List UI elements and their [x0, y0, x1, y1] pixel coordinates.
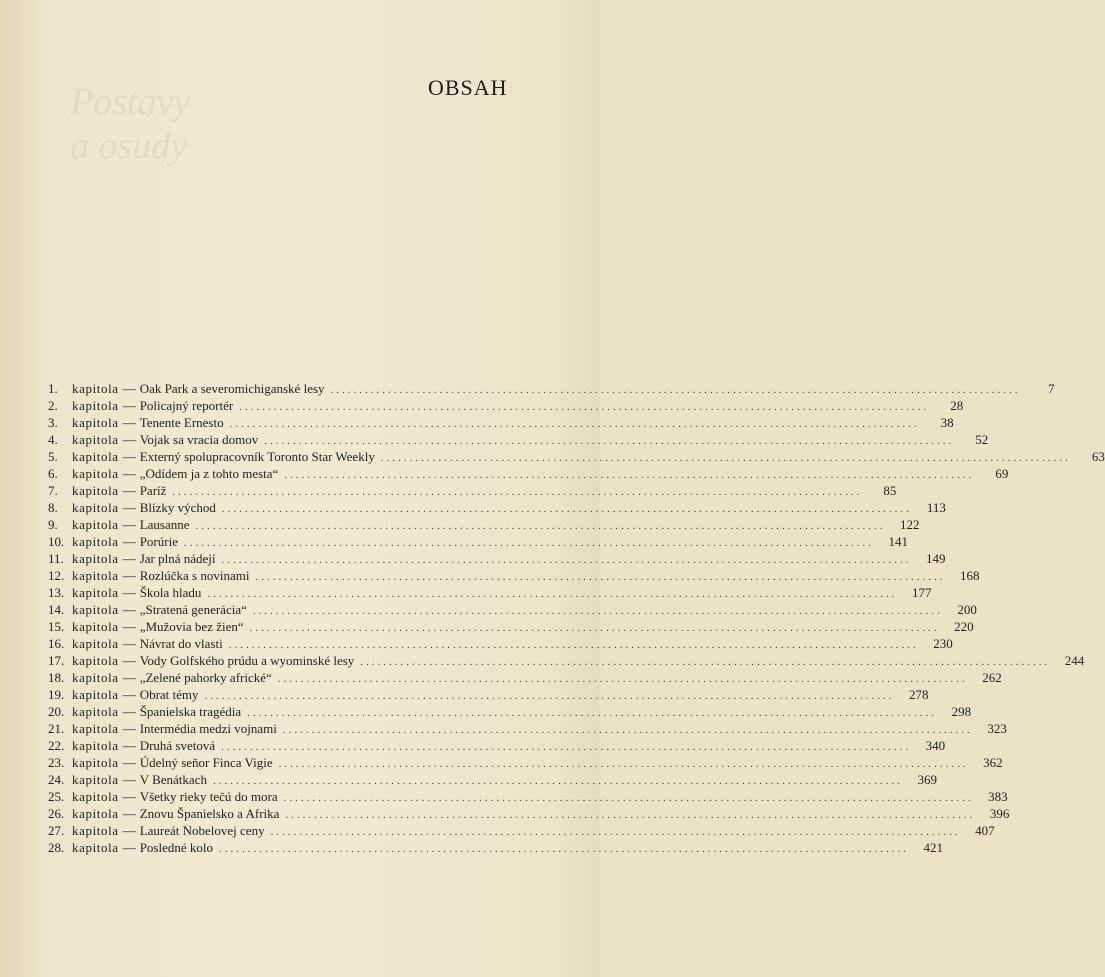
chapter-word: kapitola	[72, 687, 119, 702]
page-number: 38	[940, 415, 954, 430]
chapter-title: „Zelené pahorky africké“	[139, 670, 272, 685]
chapter-title: Lausanne	[139, 517, 190, 532]
toc-entry	[48, 601, 977, 618]
chapter-number: 4.	[48, 432, 58, 447]
chapter-title: „Stratená generácia“	[139, 602, 247, 617]
page-number: 52	[975, 432, 989, 447]
dot-leader: ........................................................................................................................	[195, 520, 886, 532]
dot-leader: ........................................................................................................................	[247, 707, 938, 719]
page-number: 262	[982, 670, 1002, 685]
dot-leader: ........................................................................................................................	[228, 639, 919, 651]
separator-dash: —	[122, 415, 136, 430]
separator-dash: —	[122, 687, 136, 702]
dot-leader: ........................................................................................................................	[239, 401, 930, 413]
chapter-word: kapitola	[72, 534, 119, 549]
chapter-number: 18.	[48, 670, 65, 685]
chapter-word: kapitola	[72, 568, 119, 583]
chapter-word: kapitola	[72, 840, 119, 855]
page-number: 340	[925, 738, 946, 753]
dot-leader: ........................................................................................................................	[264, 435, 955, 447]
dot-leader: ........................................................................................................................	[278, 758, 969, 770]
chapter-number: 10.	[48, 534, 65, 549]
page-number: 149	[926, 551, 946, 566]
chapter-word: kapitola	[72, 432, 119, 447]
chapter-number: 9.	[48, 517, 58, 532]
separator-dash: —	[122, 823, 136, 838]
chapter-title: Externý spolupracovník Toronto Star Weekly	[139, 449, 375, 464]
toc-entry	[48, 380, 1055, 397]
page-number: 396	[989, 806, 1010, 821]
page-number: 244	[1064, 653, 1085, 668]
chapter-number: 3.	[48, 415, 58, 430]
separator-dash: —	[122, 772, 136, 787]
page-number: 362	[983, 755, 1003, 770]
chapter-title: Intermédia medzi vojnami	[139, 721, 277, 736]
chapter-word: kapitola	[72, 653, 119, 668]
chapter-title: Oak Park a severomichiganské lesy	[139, 381, 325, 396]
chapter-number: 25.	[48, 789, 65, 804]
separator-dash: —	[122, 789, 136, 804]
page-number: 141	[888, 534, 908, 549]
dot-leader: ........................................................................................................................	[255, 571, 946, 583]
page-number: 278	[909, 687, 929, 702]
toc-entry	[48, 482, 897, 499]
page-number: 85	[883, 483, 897, 498]
toc-entry	[48, 397, 964, 414]
toc-entry	[48, 431, 989, 448]
separator-dash: —	[122, 619, 136, 634]
chapter-word: kapitola	[72, 670, 119, 685]
chapter-title: Vody Golfského prúdu a wyominské lesy	[139, 653, 355, 668]
chapter-word: kapitola	[72, 483, 119, 498]
dot-leader: ........................................................................................................................	[380, 452, 1071, 464]
dot-leader: ........................................................................................................................	[172, 486, 863, 498]
chapter-number: 12.	[48, 568, 65, 583]
page-number: 28	[950, 398, 964, 413]
page-number: 113	[926, 500, 946, 515]
separator-dash: —	[122, 636, 136, 651]
toc-entry	[48, 754, 1003, 771]
chapter-word: kapitola	[72, 755, 119, 770]
chapter-number: 11.	[48, 551, 64, 566]
chapter-title: Porúrie	[139, 534, 178, 549]
chapter-number: 24.	[48, 772, 65, 787]
toc-entry	[48, 465, 1009, 482]
dot-leader: ........................................................................................................................	[219, 843, 909, 855]
chapter-word: kapitola	[72, 823, 119, 838]
separator-dash: —	[122, 585, 136, 600]
chapter-word: kapitola	[72, 619, 119, 634]
dot-leader: ........................................................................................................................	[282, 724, 973, 736]
toc-entry	[48, 567, 980, 584]
chapter-title: Paríž	[139, 483, 167, 498]
dot-leader: ........................................................................................................................	[183, 537, 874, 549]
dot-leader: ........................................................................................................................	[283, 792, 974, 804]
chapter-number: 2.	[48, 398, 58, 413]
separator-dash: —	[122, 602, 136, 617]
chapter-word: kapitola	[72, 551, 119, 566]
page-number: 69	[995, 466, 1009, 481]
chapter-title: Posledné kolo	[139, 840, 213, 855]
bleed-through-text: Postavy a osudy	[70, 81, 191, 167]
page-number: 63	[1091, 449, 1105, 464]
chapter-number: 22.	[48, 738, 65, 753]
chapter-title: Návrat do vlasti	[139, 636, 223, 651]
chapter-word: kapitola	[72, 381, 119, 396]
page-number: 298	[951, 704, 972, 719]
toc-entry	[48, 499, 946, 516]
chapter-word: kapitola	[72, 602, 119, 617]
separator-dash: —	[122, 704, 136, 719]
chapter-number: 14.	[48, 602, 65, 617]
chapter-word: kapitola	[72, 398, 119, 413]
dot-leader: ........................................................................................................................	[229, 418, 920, 430]
page-number: 407	[975, 823, 995, 838]
separator-dash: —	[122, 432, 136, 447]
chapter-title: Vojak sa vracia domov	[139, 432, 259, 447]
chapter-title: Rozlúčka s novinami	[139, 568, 250, 583]
toc-entry	[48, 669, 1002, 686]
chapter-word: kapitola	[72, 636, 119, 651]
table-of-contents	[48, 380, 1105, 856]
chapter-title: Údelný seňor Finca Vigie	[139, 755, 273, 770]
toc-entry	[48, 822, 995, 839]
page-title: OBSAH	[428, 74, 508, 100]
toc-entry	[48, 703, 972, 720]
chapter-word: kapitola	[72, 500, 119, 515]
page-number: 220	[954, 619, 974, 634]
chapter-number: 6.	[48, 466, 58, 481]
toc-entry	[48, 584, 932, 601]
separator-dash: —	[122, 755, 136, 770]
chapter-word: kapitola	[72, 415, 119, 430]
dot-leader: ........................................................................................................................	[221, 503, 912, 515]
separator-dash: —	[122, 483, 136, 498]
dot-leader: ........................................................................................................................	[277, 673, 968, 685]
chapter-number: 5.	[48, 449, 58, 464]
toc-entry	[48, 533, 908, 550]
toc-entry	[48, 805, 1010, 822]
dot-leader: ........................................................................................................................	[212, 775, 903, 787]
dot-leader: ........................................................................................................................	[221, 554, 912, 566]
dot-leader: ........................................................................................................................	[204, 690, 895, 702]
chapter-number: 16.	[48, 636, 65, 651]
chapter-word: kapitola	[72, 806, 119, 821]
chapter-word: kapitola	[72, 772, 119, 787]
toc-entry	[48, 414, 954, 431]
toc-entry	[48, 550, 946, 567]
dot-leader: ........................................................................................................................	[360, 656, 1051, 668]
toc-entry	[48, 635, 953, 652]
chapter-number: 13.	[48, 585, 65, 600]
chapter-title: Laureát Nobelovej ceny	[139, 823, 265, 838]
separator-dash: —	[122, 551, 136, 566]
chapter-title: „Odídem ja z tohto mesta“	[139, 466, 279, 481]
chapter-word: kapitola	[72, 449, 119, 464]
separator-dash: —	[122, 568, 136, 583]
dot-leader: ........................................................................................................................	[270, 826, 961, 838]
chapter-title: Jar plná nádejí	[139, 551, 216, 566]
dot-leader: ........................................................................................................................	[221, 741, 912, 753]
separator-dash: —	[122, 738, 136, 753]
chapter-title: Obrat témy	[139, 687, 199, 702]
chapter-title: Druhá svetová	[139, 738, 216, 753]
chapter-number: 1.	[48, 381, 58, 396]
toc-entry	[48, 720, 1007, 737]
chapter-word: kapitola	[72, 585, 119, 600]
chapter-title: Škola hladu	[139, 585, 202, 600]
toc-entry	[48, 448, 1105, 465]
chapter-number: 20.	[48, 704, 65, 719]
separator-dash: —	[122, 449, 136, 464]
chapter-title: V Benátkach	[139, 772, 207, 787]
page-number: 7	[1048, 381, 1055, 396]
chapter-title: Španielska tragédia	[139, 704, 242, 719]
chapter-number: 28.	[48, 840, 65, 855]
toc-entry	[48, 618, 974, 635]
page-number: 200	[957, 602, 977, 617]
chapter-number: 8.	[48, 500, 58, 515]
chapter-title: Všetky rieky tečú do mora	[139, 789, 278, 804]
chapter-word: kapitola	[72, 721, 119, 736]
chapter-title: Blízky východ	[139, 500, 216, 515]
chapter-number: 19.	[48, 687, 65, 702]
toc-entry	[48, 686, 929, 703]
separator-dash: —	[122, 517, 136, 532]
separator-dash: —	[122, 806, 136, 821]
separator-dash: —	[122, 466, 136, 481]
toc-entry	[48, 839, 943, 856]
dot-leader: ........................................................................................................................	[252, 605, 943, 617]
separator-dash: —	[122, 500, 136, 515]
chapter-word: kapitola	[72, 466, 119, 481]
dot-leader: ........................................................................................................................	[207, 588, 898, 600]
chapter-word: kapitola	[72, 704, 119, 719]
chapter-number: 7.	[48, 483, 58, 498]
chapter-title: Tenente Ernesto	[139, 415, 224, 430]
chapter-title: Znovu Španielsko a Afrika	[139, 806, 280, 821]
separator-dash: —	[122, 653, 136, 668]
separator-dash: —	[122, 670, 136, 685]
chapter-word: kapitola	[72, 517, 119, 532]
chapter-number: 17.	[48, 653, 65, 668]
page-number: 230	[933, 636, 953, 651]
chapter-number: 21.	[48, 721, 65, 736]
separator-dash: —	[122, 840, 136, 855]
page-number: 383	[988, 789, 1008, 804]
page-number: 421	[923, 840, 943, 855]
chapter-title: „Mužovia bez žien“	[139, 619, 244, 634]
page-number: 369	[917, 772, 937, 787]
toc-entry	[48, 788, 1008, 805]
chapter-number: 23.	[48, 755, 65, 770]
toc-entry	[48, 737, 946, 754]
chapter-number: 15.	[48, 619, 65, 634]
dot-leader: ........................................................................................................................	[330, 384, 1021, 396]
dot-leader: ........................................................................................................................	[284, 469, 975, 481]
dot-leader: ........................................................................................................................	[249, 622, 940, 634]
separator-dash: —	[122, 381, 136, 396]
chapter-word: kapitola	[72, 738, 119, 753]
dot-leader: ........................................................................................................................	[285, 809, 976, 821]
separator-dash: —	[122, 534, 136, 549]
toc-entry	[48, 516, 920, 533]
chapter-number: 27.	[48, 823, 65, 838]
chapter-word: kapitola	[72, 789, 119, 804]
toc-entry	[48, 652, 1085, 669]
page-number: 177	[911, 585, 932, 600]
page-number: 168	[959, 568, 980, 583]
chapter-number: 26.	[48, 806, 65, 821]
separator-dash: —	[122, 721, 136, 736]
page-number: 323	[987, 721, 1007, 736]
page-number: 122	[900, 517, 920, 532]
separator-dash: —	[122, 398, 136, 413]
toc-entry	[48, 771, 937, 788]
chapter-title: Policajný reportér	[139, 398, 234, 413]
